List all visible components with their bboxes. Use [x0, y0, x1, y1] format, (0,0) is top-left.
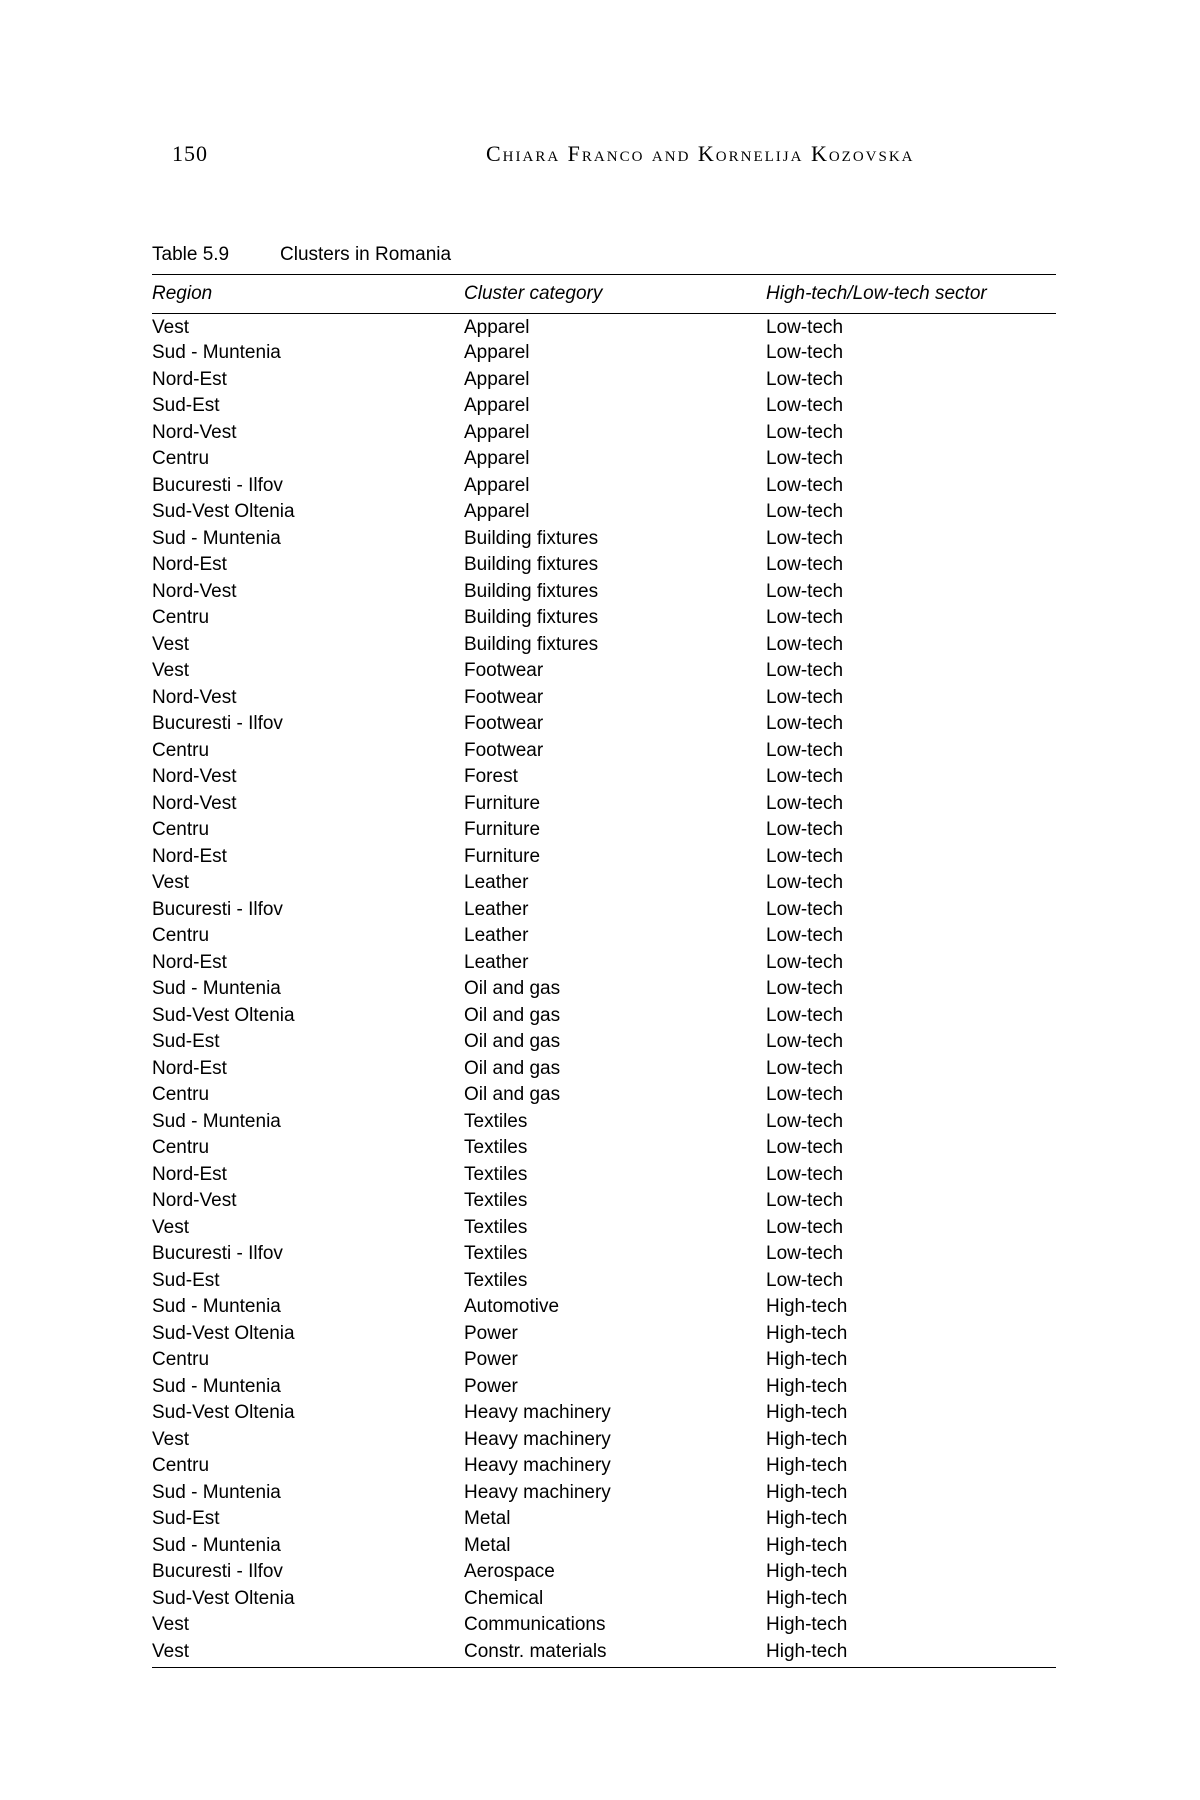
cell-cluster-category: Heavy machinery [464, 1428, 611, 1450]
cell-region: Nord-Est [152, 1057, 227, 1079]
cell-sector: Low-tech [766, 898, 844, 920]
table-title: Clusters in Romania [280, 244, 452, 265]
table-row [152, 1506, 1056, 1533]
cell-sector: Low-tech [766, 1190, 844, 1212]
cell-sector: High-tech [766, 1375, 848, 1397]
cell-cluster-category: Textiles [464, 1110, 528, 1132]
table-row [152, 1294, 1056, 1321]
cell-cluster-category: Automotive [464, 1296, 560, 1318]
cell-sector: High-tech [766, 1534, 848, 1556]
cell-cluster-category: Apparel [464, 342, 530, 364]
table-row [152, 976, 1056, 1003]
table-row [152, 605, 1056, 632]
table-row [152, 711, 1056, 738]
cell-sector: Low-tech [766, 766, 844, 788]
table-row [152, 499, 1056, 526]
table-row [152, 1056, 1056, 1083]
table-row [152, 526, 1056, 553]
cell-cluster-category: Building fixtures [464, 633, 599, 655]
table-row [152, 1082, 1056, 1109]
column-header-region: Region [152, 283, 213, 304]
cell-region: Nord-Vest [152, 1190, 237, 1212]
cell-sector: Low-tech [766, 421, 844, 443]
cell-sector: Low-tech [766, 580, 844, 602]
cell-region: Sud - Muntenia [152, 1375, 281, 1397]
table-row [152, 579, 1056, 606]
table-row [152, 1029, 1056, 1056]
table-row [152, 1347, 1056, 1374]
clusters-table [152, 274, 1056, 1668]
cell-region: Sud-Vest Oltenia [152, 1322, 295, 1344]
cell-cluster-category: Building fixtures [464, 607, 599, 629]
table-row [152, 1374, 1056, 1401]
cell-region: Sud-Est [152, 1031, 220, 1053]
table-body [152, 314, 1056, 1666]
cell-sector: Low-tech [766, 448, 844, 470]
cell-region: Centru [152, 1349, 210, 1371]
cell-region: Sud-Vest Oltenia [152, 501, 295, 523]
cell-cluster-category: Communications [464, 1614, 606, 1636]
cell-cluster-category: Textiles [464, 1137, 528, 1159]
cell-cluster-category: Leather [464, 898, 529, 920]
cell-sector: Low-tech [766, 554, 844, 576]
cell-cluster-category: Power [464, 1322, 518, 1344]
cell-region: Sud - Muntenia [152, 1110, 281, 1132]
cell-region: Centru [152, 1137, 210, 1159]
table-row [152, 923, 1056, 950]
cell-sector: Low-tech [766, 713, 844, 735]
table-row [152, 1321, 1056, 1348]
cell-sector: Low-tech [766, 607, 844, 629]
table-row [152, 446, 1056, 473]
cell-sector: Low-tech [766, 845, 844, 867]
cell-sector: High-tech [766, 1481, 848, 1503]
cell-sector: High-tech [766, 1402, 848, 1424]
cell-region: Centru [152, 819, 210, 841]
cell-region: Sud - Muntenia [152, 527, 281, 549]
cell-region: Nord-Vest [152, 766, 237, 788]
table-number: Table 5.9 [152, 244, 230, 265]
table-row [152, 791, 1056, 818]
cell-region: Nord-Est [152, 951, 227, 973]
cell-cluster-category: Apparel [464, 395, 530, 417]
cell-region: Vest [152, 1428, 189, 1450]
cell-cluster-category: Building fixtures [464, 554, 599, 576]
cell-cluster-category: Furniture [464, 845, 541, 867]
cell-sector: High-tech [766, 1296, 848, 1318]
cell-region: Sud-Vest Oltenia [152, 1587, 295, 1609]
cell-sector: Low-tech [766, 342, 844, 364]
cell-sector: High-tech [766, 1561, 848, 1583]
cell-sector: Low-tech [766, 317, 844, 338]
cell-region: Vest [152, 317, 189, 338]
cell-cluster-category: Footwear [464, 713, 544, 735]
cell-region: Centru [152, 607, 210, 629]
cell-region: Sud-Est [152, 1269, 220, 1291]
cell-sector: Low-tech [766, 368, 844, 390]
cell-region: Nord-Est [152, 845, 227, 867]
cell-cluster-category: Textiles [464, 1190, 528, 1212]
cell-region: Nord-Est [152, 368, 227, 390]
table-row [152, 473, 1056, 500]
cell-cluster-category: Leather [464, 872, 529, 894]
cell-sector: High-tech [766, 1508, 848, 1530]
cell-cluster-category: Power [464, 1375, 518, 1397]
cell-cluster-category: Apparel [464, 474, 530, 496]
table-row [152, 1162, 1056, 1189]
cell-cluster-category: Aerospace [464, 1561, 555, 1583]
cell-sector: Low-tech [766, 1243, 844, 1265]
cell-sector: Low-tech [766, 1269, 844, 1291]
cell-region: Sud-Est [152, 395, 220, 417]
table-row [152, 314, 1056, 341]
cell-sector: Low-tech [766, 474, 844, 496]
cell-region: Sud-Vest Oltenia [152, 1402, 295, 1424]
cell-sector: Low-tech [766, 951, 844, 973]
cell-sector: Low-tech [766, 925, 844, 947]
cell-region: Centru [152, 448, 210, 470]
cell-region: Nord-Est [152, 1163, 227, 1185]
cell-cluster-category: Forest [464, 766, 518, 788]
table-bottom-rule [152, 1667, 1056, 1668]
cell-cluster-category: Furniture [464, 819, 541, 841]
cell-cluster-category: Footwear [464, 660, 544, 682]
cell-cluster-category: Footwear [464, 739, 544, 761]
table-row [152, 1480, 1056, 1507]
cell-cluster-category: Textiles [464, 1243, 528, 1265]
cell-cluster-category: Chemical [464, 1587, 544, 1609]
cell-cluster-category: Oil and gas [464, 1031, 561, 1053]
cell-region: Vest [152, 633, 189, 655]
table-row [152, 738, 1056, 765]
table-row [152, 1003, 1056, 1030]
cell-sector: Low-tech [766, 819, 844, 841]
cell-sector: Low-tech [766, 792, 844, 814]
cell-sector: Low-tech [766, 1031, 844, 1053]
table-row [152, 1533, 1056, 1560]
table-row [152, 393, 1056, 420]
cell-sector: High-tech [766, 1587, 848, 1609]
table-row [152, 1241, 1056, 1268]
cell-sector: Low-tech [766, 1163, 844, 1185]
table-row [152, 897, 1056, 924]
table-row [152, 420, 1056, 447]
cell-cluster-category: Furniture [464, 792, 541, 814]
cell-region: Sud-Vest Oltenia [152, 1004, 295, 1026]
cell-region: Bucuresti - Ilfov [152, 1243, 283, 1265]
cell-cluster-category: Leather [464, 951, 529, 973]
cell-region: Sud-Est [152, 1508, 220, 1530]
cell-sector: Low-tech [766, 1084, 844, 1106]
page-number: 150 [172, 141, 208, 166]
cell-cluster-category: Oil and gas [464, 978, 561, 1000]
cell-region: Nord-Est [152, 554, 227, 576]
cell-sector: Low-tech [766, 1216, 844, 1238]
cell-region: Bucuresti - Ilfov [152, 898, 283, 920]
cell-sector: Low-tech [766, 633, 844, 655]
cell-sector: High-tech [766, 1349, 848, 1371]
cell-region: Nord-Vest [152, 686, 237, 708]
table-row [152, 1427, 1056, 1454]
cell-sector: High-tech [766, 1428, 848, 1450]
cell-sector: High-tech [766, 1455, 848, 1477]
table-row [152, 1453, 1056, 1480]
cell-cluster-category: Apparel [464, 368, 530, 390]
table-row [152, 1400, 1056, 1427]
cell-cluster-category: Power [464, 1349, 518, 1371]
cell-cluster-category: Oil and gas [464, 1057, 561, 1079]
table-row [152, 844, 1056, 871]
cell-sector: Low-tech [766, 739, 844, 761]
cell-cluster-category: Footwear [464, 686, 544, 708]
cell-sector: High-tech [766, 1322, 848, 1344]
cell-region: Vest [152, 1614, 189, 1636]
table-row [152, 1215, 1056, 1242]
cell-sector: Low-tech [766, 978, 844, 1000]
cell-sector: Low-tech [766, 872, 844, 894]
table-row [152, 1586, 1056, 1613]
cell-cluster-category: Leather [464, 925, 529, 947]
cell-cluster-category: Metal [464, 1508, 511, 1530]
cell-region: Centru [152, 925, 210, 947]
cell-cluster-category: Apparel [464, 501, 530, 523]
cell-cluster-category: Apparel [464, 448, 530, 470]
cell-region: Sud - Muntenia [152, 978, 281, 1000]
table-row [152, 1639, 1056, 1666]
table-row [152, 1559, 1056, 1586]
cell-region: Centru [152, 1084, 210, 1106]
table-caption [152, 244, 451, 266]
cell-sector: Low-tech [766, 1137, 844, 1159]
running-head: Chiara Franco and Kornelija Kozovska [486, 141, 915, 166]
table-row [152, 1109, 1056, 1136]
cell-cluster-category: Apparel [464, 421, 530, 443]
table-row [152, 817, 1056, 844]
cell-cluster-category: Oil and gas [464, 1084, 561, 1106]
cell-region: Sud - Muntenia [152, 342, 281, 364]
cell-sector: Low-tech [766, 686, 844, 708]
table-row [152, 1188, 1056, 1215]
cell-region: Vest [152, 1640, 189, 1662]
cell-cluster-category: Textiles [464, 1269, 528, 1291]
cell-cluster-category: Textiles [464, 1216, 528, 1238]
cell-cluster-category: Apparel [464, 317, 530, 338]
cell-sector: Low-tech [766, 1004, 844, 1026]
cell-cluster-category: Heavy machinery [464, 1455, 611, 1477]
table-row [152, 367, 1056, 394]
cell-cluster-category: Heavy machinery [464, 1402, 611, 1424]
cell-region: Vest [152, 872, 189, 894]
cell-region: Centru [152, 739, 210, 761]
cell-sector: Low-tech [766, 395, 844, 417]
cell-region: Sud - Muntenia [152, 1534, 281, 1556]
cell-region: Vest [152, 1216, 189, 1238]
cell-cluster-category: Heavy machinery [464, 1481, 611, 1503]
cell-cluster-category: Building fixtures [464, 527, 599, 549]
table-header-row [152, 275, 1056, 314]
cell-cluster-category: Constr. materials [464, 1640, 607, 1662]
cell-region: Sud - Muntenia [152, 1296, 281, 1318]
table-row [152, 552, 1056, 579]
table-row [152, 950, 1056, 977]
cell-region: Sud - Muntenia [152, 1481, 281, 1503]
cell-region: Vest [152, 660, 189, 682]
table-row [152, 340, 1056, 367]
cell-sector: Low-tech [766, 1057, 844, 1079]
cell-sector: Low-tech [766, 660, 844, 682]
cell-sector: Low-tech [766, 527, 844, 549]
table-row [152, 1268, 1056, 1295]
table-row [152, 658, 1056, 685]
table-row [152, 870, 1056, 897]
table-row [152, 764, 1056, 791]
cell-region: Centru [152, 1455, 210, 1477]
cell-cluster-category: Metal [464, 1534, 511, 1556]
table-row [152, 1612, 1056, 1639]
cell-cluster-category: Building fixtures [464, 580, 599, 602]
cell-region: Nord-Vest [152, 421, 237, 443]
table-row [152, 632, 1056, 659]
table-row [152, 685, 1056, 712]
column-header-cluster-category: Cluster category [464, 283, 603, 304]
cell-region: Nord-Vest [152, 580, 237, 602]
cell-cluster-category: Textiles [464, 1163, 528, 1185]
cell-sector: High-tech [766, 1640, 848, 1662]
column-header-sector: High-tech/Low-tech sector [766, 283, 987, 304]
cell-sector: Low-tech [766, 1110, 844, 1132]
cell-cluster-category: Oil and gas [464, 1004, 561, 1026]
table-row [152, 1135, 1056, 1162]
cell-region: Bucuresti - Ilfov [152, 1561, 283, 1583]
cell-region: Nord-Vest [152, 792, 237, 814]
cell-region: Bucuresti - Ilfov [152, 713, 283, 735]
cell-sector: High-tech [766, 1614, 848, 1636]
cell-region: Bucuresti - Ilfov [152, 474, 283, 496]
cell-sector: Low-tech [766, 501, 844, 523]
